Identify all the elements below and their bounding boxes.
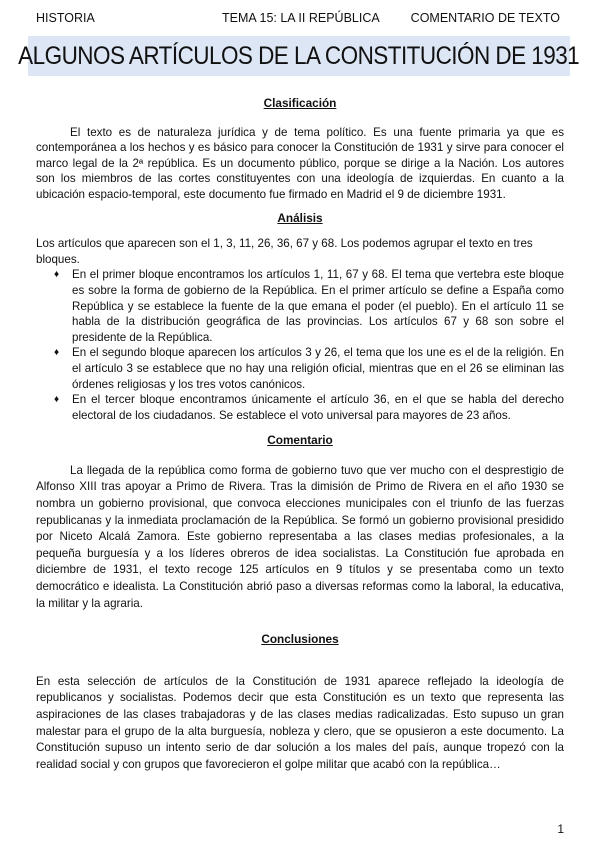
conclusiones-heading: Conclusiones (261, 632, 339, 647)
title-banner (18, 36, 580, 76)
document-body (36, 96, 564, 773)
analisis-intro: Los artículos que aparecen son el 1, 3, 11, 26, 36, 67 y 68. Los podemos agrupar el texto en tres bloques. (36, 237, 533, 266)
comentario-paragraph: La llegada de la república como forma de gobierno tuvo que ver mucho con el desprestigio de Alfonso XIII tras apoyar a Primo de Rivera. Tras la dimisión de Primo de Rivera en el año 1930 se nombra un gobierno provisional, que convoca elecciones municipales con el triunfo de las fuerzas republicanas y la inmediata proclamación de la República. Se formó un gobierno provisional presidido por Niceto Alcalá Zamora. Este gobierno representaba a las clases medias profesionales, a la pequeña burguesía y a los líderes obreros de idea socialistas. La Constitución fue aprobada en diciembre de 1931, el texto recoge 125 artículos en 9 títulos y se presentaba como un texto democrático e idealista. La Constitución abrió paso a diversas reformas como la laboral, la educativa, la militar y la agraria. (36, 463, 564, 610)
page-header (0, 8, 600, 30)
analisis-heading: Análisis (277, 210, 323, 225)
analisis-list (36, 267, 564, 423)
conclusiones-paragraph: En esta selección de artículos de la Constitución de 1931 aparece reflejado la ideología de republicanos y socialistas. Podemos decir que esta Constitución es un texto que representa las aspiraciones de las clases trabajadoras y de las clases medias radicalizadas. Esto supuso un gran malestar para el grupo de la alta burguesía, nobleza y clero, que se opusieron a este documento. La Constitución supuso un intento serio de dar solución a los males del país, aunque tropezó con la realidad social y con grupos que favorecieron el golpe militar que acabó con la república… (36, 674, 564, 771)
list-item: ♦ En el tercer bloque encontramos únicamente el artículo 36, en el que se habla del derecho electoral de los ciudadanos. Se establece el voto universal para mayores de 23 años. (54, 393, 564, 422)
clasificacion-paragraph: El texto es de naturaleza jurídica y de tema político. Es una fuente primaria ya que es contemporánea a los hechos y es básico para conocer la Constitución de 1931 y sirve para conocer el marco legal de la 2ª república. Es un documento público, porque se dirige a la Nación. Los autores son los miembros de las cortes constituyentes con una ideología de izquierdas. En cuanto a la ubicación espacio-temporal, este documento fue firmado en Madrid el 9 de diciembre 1931. (36, 125, 564, 201)
header-doc-type: COMENTARIO DE TEXTO (410, 11, 560, 25)
clasificacion-heading: Clasificación (263, 96, 337, 110)
list-item: ♦ En el primer bloque encontramos los artículos 1, 11, 67 y 68. El tema que vertebra este bloque es sobre la forma de gobierno de la República. En el primer artículo se define a España como República y se establece la fuente de la que emana el poder (el pueblo). En el artículo 11 se habla de la distribución geográfica de las provincias. Los artículos 67 y 68 son sobre el presidente de la República. (54, 268, 564, 344)
diamond-bullet-icon: ♦ (54, 269, 60, 281)
diamond-bullet-icon: ♦ (54, 347, 60, 359)
header-subject: HISTORIA (36, 11, 95, 25)
header-topic: TEMA 15: LA II REPÚBLICA (222, 11, 380, 25)
page-number: 1 (557, 822, 564, 836)
list-item: ♦ En el segundo bloque aparecen los artículos 3 y 26, el tema que los une es el de la religión. En el artículo 3 se establece que no hay una religión oficial, mientras que en el 26 se eliminan las órdenes religiosas y los tres votos canónicos. (54, 346, 564, 391)
comentario-heading: Comentario (267, 433, 333, 448)
diamond-bullet-icon: ♦ (54, 394, 60, 406)
document-title: ALGUNOS ARTÍCULOS DE LA CONSTITUCIÓN DE 1931 (18, 41, 580, 70)
